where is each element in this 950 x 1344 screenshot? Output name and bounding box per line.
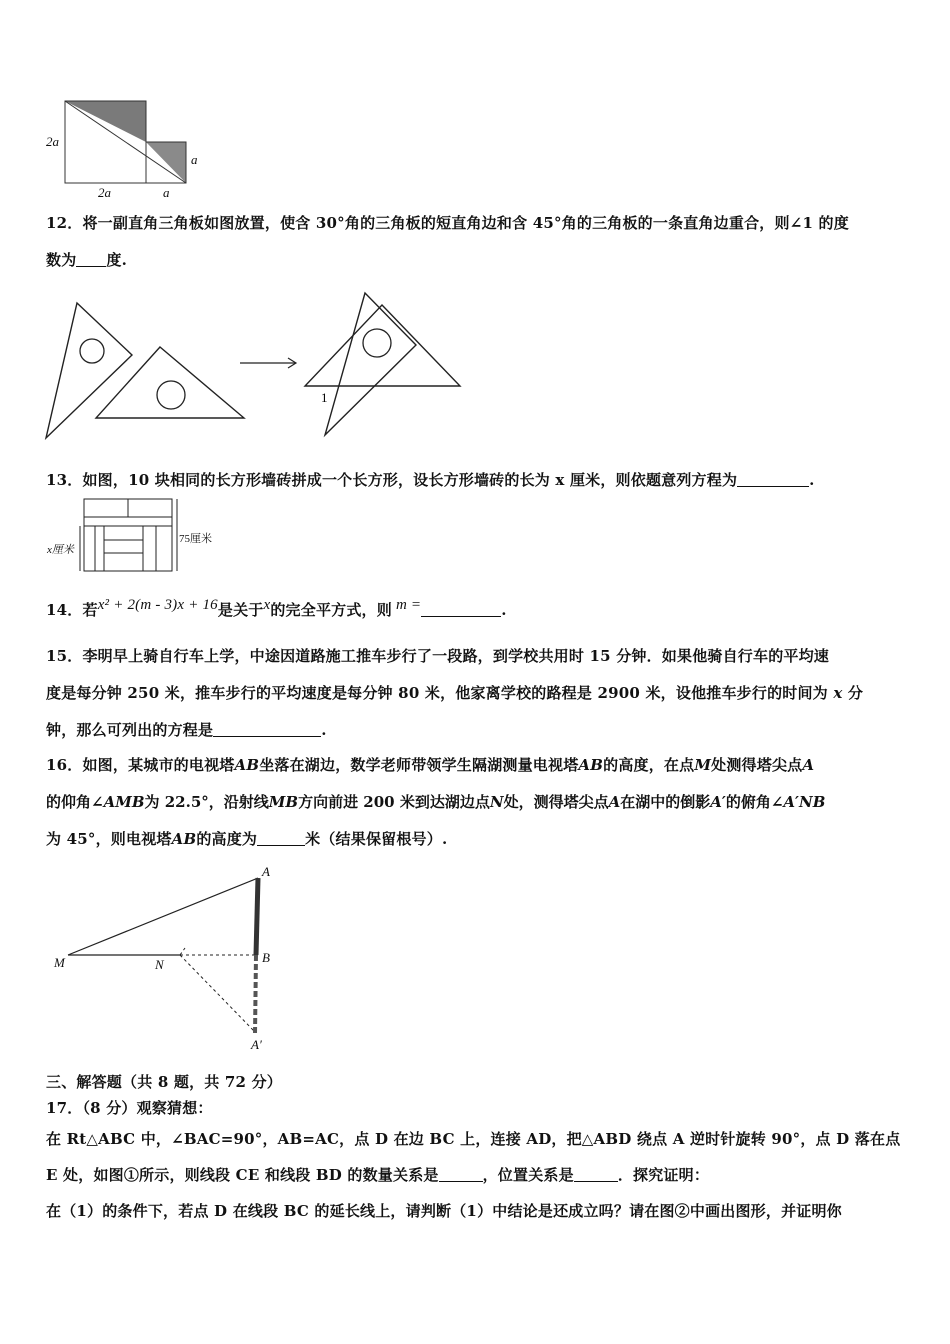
q13-label-x: x厘米 [47, 544, 74, 556]
q16-text-1f: M [694, 756, 712, 774]
shaded-region-small [146, 142, 186, 183]
q14-blank [421, 602, 501, 617]
q13-blank [737, 472, 809, 487]
q17-blank-2 [574, 1167, 618, 1182]
q16-text-2b: ∠AMB [91, 793, 145, 811]
q17-line2 [46, 1164, 709, 1185]
q15-line3-end: . [321, 721, 327, 739]
q16-text-2c: 为 22.5°，沿射线 [144, 793, 269, 811]
set-square-45-left [96, 347, 244, 418]
q16-label-A-prime: A′ [251, 1037, 262, 1052]
q14-line [46, 593, 507, 619]
q16-text-2d: MB [268, 793, 299, 811]
q17-blank-1 [439, 1167, 483, 1182]
q14-expression: x² + 2(m - 3)x + 16 [97, 597, 218, 613]
q16-figure [50, 862, 290, 1057]
q16-text-2i: 在湖中的倒影 [620, 793, 711, 811]
q14-end: . [501, 601, 507, 619]
q14-pre: 14．若 [46, 601, 98, 619]
line-NA-dashed [180, 948, 185, 955]
q17-head: 17．（8 分）观察猜想： [46, 1099, 213, 1117]
q15-line3-pre: 钟，那么可列出的方程是 [46, 721, 214, 739]
q16-line3 [46, 828, 447, 849]
q16-line1 [46, 754, 814, 775]
q11-figure [40, 95, 210, 200]
hole-right [363, 329, 391, 357]
q16-text-2f: N [489, 793, 504, 811]
fig11-label-left: 2a [46, 134, 59, 149]
q16-text-1a: 16．如图，某城市的电视塔 [46, 756, 235, 774]
q17-line2-post: ．探究证明： [617, 1166, 710, 1184]
hole-left-45 [157, 381, 185, 409]
q16-text-3a: 为 45°，则电视塔 [46, 830, 172, 848]
fig11-label-bottom-right: a [163, 185, 170, 200]
q12-line1: 12．将一副直角三角板如图放置，使含 30°角的三角板的短直角边和含 45°角的三角板的一条直角边重合，则∠1 的度 [46, 214, 849, 232]
fig11-label-bottom-left: 2a [98, 185, 111, 200]
q16-text-2h: A [608, 793, 621, 811]
q16-text-1e: 的高度，在点 [603, 756, 695, 774]
q12-figure [40, 285, 470, 445]
q13-line [46, 469, 815, 490]
q17-line2-pre: E 处，如图①所示，则线段 CE 和线段 BD 的数量关系是 [46, 1166, 439, 1184]
q13-label-75: 75厘米 [179, 533, 212, 545]
q16-label-A: A [262, 864, 270, 879]
set-square-30-right [325, 293, 416, 435]
q12-blank [76, 252, 106, 267]
q14-mid: 是关于 [217, 601, 264, 619]
q16-text-3b: AB [171, 830, 197, 848]
q14-var: x [263, 597, 271, 613]
q12-line2-pre: 数为 [46, 251, 77, 269]
q17-line2-mid: ，位置关系是 [482, 1166, 574, 1184]
q16-blank [257, 831, 305, 846]
q15-blank [213, 722, 321, 737]
q12-line2 [46, 249, 127, 270]
line-MA [68, 878, 258, 955]
q16-text-2e: 方向前进 200 米到达湖边点 [298, 793, 490, 811]
reflection-BA2 [255, 955, 256, 1034]
angle-1-label: 1 [321, 390, 328, 405]
q17-line3: 在（1）的条件下，若点 D 在线段 BC 的延长线上，请判断（1）中结论是还成立吗？请在图②中画出图形，并证明你 [46, 1202, 842, 1220]
q16-text-2j: A′ [710, 793, 726, 811]
hole-left-30 [80, 339, 104, 363]
q14-post: 的完全平方式，则 [270, 601, 392, 619]
q16-label-B: B [262, 950, 270, 965]
q16-label-M: M [54, 955, 65, 970]
q12-line2-post: 度. [106, 251, 128, 269]
q16-text-1c: 坐落在湖边，数学老师带领学生隔湖测量电视塔 [259, 756, 579, 774]
q15-line3 [46, 719, 327, 740]
line-NA2-dashed [180, 955, 255, 1032]
tower-AB [256, 878, 258, 955]
q16-line2 [46, 791, 825, 812]
q14-m-eq: m = [395, 597, 422, 613]
fig11-label-right: a [191, 152, 198, 167]
q13-end: . [809, 471, 815, 489]
set-square-45-right [305, 305, 460, 386]
shaded-triangle-large [65, 101, 146, 142]
q15-line1: 15．李明早上骑自行车上学，中途因道路施工推车步行了一段路，到学校共用时 15 分钟．如果他骑自行车的平均速 [46, 647, 829, 665]
q15-line2-post: 分 [847, 684, 864, 702]
q16-text-3c: 的高度为 [196, 830, 258, 848]
q16-text-2k: 的俯角 [725, 793, 771, 811]
q15-line2-var: x [833, 684, 843, 702]
section-3-heading: 三、解答题（共 8 题，共 72 分） [46, 1073, 283, 1091]
q13-text: 13．如图，10 块相同的长方形墙砖拼成一个长方形，设长方形墙砖的长为 x 厘米，则依题意列方程为 [46, 471, 738, 489]
q16-text-1g: 处测得塔尖点 [711, 756, 803, 774]
q15-line2-pre: 度是每分钟 250 米，推车步行的平均速度是每分钟 80 米，他家离学校的路程是 2900 米，设他推车步行的时间为 [46, 684, 828, 702]
q15-line2 [46, 682, 863, 703]
q16-text-2a: 的仰角 [46, 793, 92, 811]
q16-text-2l: ∠A′NB [770, 793, 826, 811]
q16-text-1b: AB [234, 756, 260, 774]
q16-label-N: N [155, 957, 164, 972]
q16-text-3d: 米（结果保留根号）. [305, 830, 448, 848]
q17-line1: 在 Rt△ABC 中，∠BAC=90°，AB=AC，点 D 在边 BC 上，连接 AD，把△ABD 绕点 A 逆时针旋转 90°，点 D 落在点 [46, 1130, 901, 1148]
q16-text-1d: AB [578, 756, 604, 774]
q16-text-2g: 处，测得塔尖点 [503, 793, 609, 811]
q16-text-1h: A [802, 756, 815, 774]
